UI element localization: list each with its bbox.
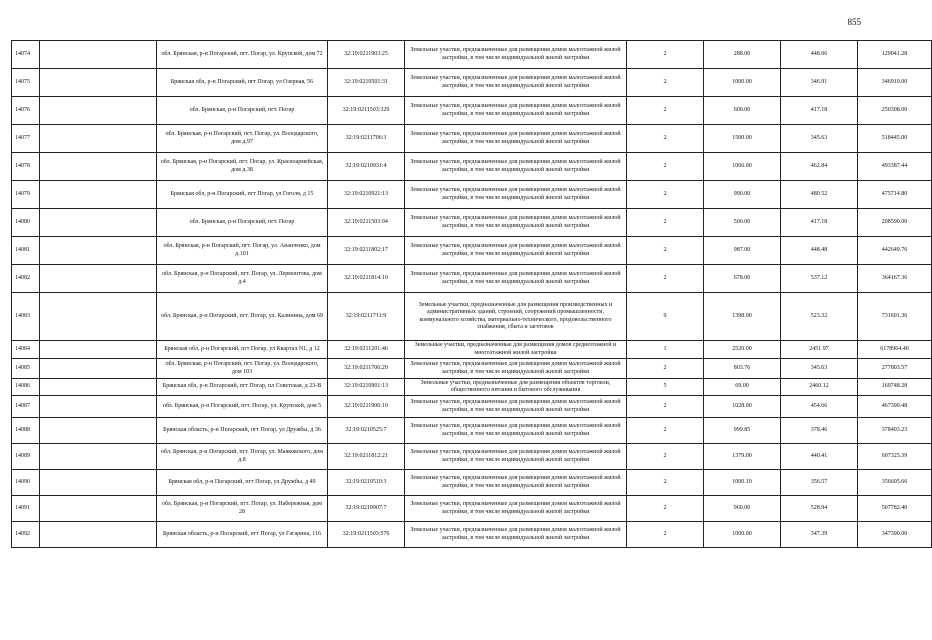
land-use-cell: Земельные участки, предназначенные для размещения домов малоэтажной жилой застройки, в том числе индивидуальной жилой застройки bbox=[405, 496, 627, 522]
cadastral-value-cell: 364167.36 bbox=[858, 265, 932, 293]
empty-cell bbox=[40, 396, 157, 418]
area-cell: 990.00 bbox=[704, 181, 781, 209]
cadastral-value-cell: 356605.66 bbox=[858, 470, 932, 496]
cadastral-number-cell: 32:19:0211503:329 bbox=[328, 97, 405, 125]
table-row bbox=[12, 341, 932, 359]
group-cell: 5 bbox=[627, 379, 704, 396]
empty-cell bbox=[40, 237, 157, 265]
cadastral-value-cell: 129041.28 bbox=[858, 41, 932, 69]
table-row bbox=[12, 396, 932, 418]
table-row bbox=[12, 237, 932, 265]
table-row bbox=[12, 293, 932, 341]
specific-value-cell: 537.12 bbox=[781, 265, 858, 293]
row-number: 14084 bbox=[12, 341, 40, 359]
land-use-cell: Земельные участки, предназначенные для размещения производственных и административных зданий, строений, сооружений промышленности, коммунального хозяйства, материально-технического, продовольственного снабжения, сбыта и заготовок bbox=[405, 293, 627, 341]
row-number: 14079 bbox=[12, 181, 40, 209]
cadastral-number-cell: 32:19:0210501:31 bbox=[328, 69, 405, 97]
table-row bbox=[12, 181, 932, 209]
empty-cell bbox=[40, 444, 157, 470]
address-cell: обл. Брянская, р-н Погарский, пгт. Погар, ул. Набережная, дом 28 bbox=[157, 496, 328, 522]
cadastral-value-cell: 346910.00 bbox=[858, 69, 932, 97]
land-use-cell: Земельные участки, предназначенные для размещения домов малоэтажной жилой застройки, в том числе индивидуальной жилой застройки bbox=[405, 359, 627, 379]
specific-value-cell: 2460.12 bbox=[781, 379, 858, 396]
group-cell: 1 bbox=[627, 341, 704, 359]
area-cell: 500.00 bbox=[704, 209, 781, 237]
row-number: 14089 bbox=[12, 444, 40, 470]
row-number: 14074 bbox=[12, 41, 40, 69]
specific-value-cell: 345.63 bbox=[781, 359, 858, 379]
specific-value-cell: 454.66 bbox=[781, 396, 858, 418]
cadastral-value-cell: 467390.48 bbox=[858, 396, 932, 418]
address-cell: Брянская обл, р-н Погарский, пгт Погар, ул Квартал N1, д 12 bbox=[157, 341, 328, 359]
row-number: 14086 bbox=[12, 379, 40, 396]
cadastral-value-cell: 347390.00 bbox=[858, 522, 932, 548]
empty-cell bbox=[40, 181, 157, 209]
specific-value-cell: 417.18 bbox=[781, 209, 858, 237]
land-use-cell: Земельные участки, предназначенные для размещения домов малоэтажной жилой застройки, в том числе индивидуальной жилой застройки bbox=[405, 418, 627, 444]
specific-value-cell: 356.57 bbox=[781, 470, 858, 496]
group-cell: 2 bbox=[627, 237, 704, 265]
row-number: 14083 bbox=[12, 293, 40, 341]
land-use-cell: Земельные участки, предназначенные для размещения домов малоэтажной жилой застройки, в том числе индивидуальной жилой застройки bbox=[405, 125, 627, 153]
land-use-cell: Земельные участки, предназначенные для размещения объектов торговли, общественного питания и бытового обслуживания bbox=[405, 379, 627, 396]
specific-value-cell: 523.32 bbox=[781, 293, 858, 341]
table-row bbox=[12, 444, 932, 470]
land-use-cell: Земельные участки, предназначенные для размещения домов малоэтажной жилой застройки, в том числе индивидуальной жилой застройки bbox=[405, 97, 627, 125]
address-cell: обл. Брянская, р-н Погарский, пгт. Погар, ул. Володарского, дом д.97 bbox=[157, 125, 328, 153]
land-use-cell: Земельные участки, предназначенные для размещения домов малоэтажной жилой застройки, в том числе индивидуальной жилой застройки bbox=[405, 444, 627, 470]
address-cell: обл. Брянская, р-н Погарский, пгт. Погар, ул. Крупской, дом 5 bbox=[157, 396, 328, 418]
table-body bbox=[12, 41, 932, 548]
cadastral-number-cell: 32:19:0210931:4 bbox=[328, 153, 405, 181]
specific-value-cell: 528.94 bbox=[781, 496, 858, 522]
specific-value-cell: 346.91 bbox=[781, 69, 858, 97]
cadastral-value-cell: 378403.23 bbox=[858, 418, 932, 444]
area-cell: 1000.00 bbox=[704, 522, 781, 548]
row-number: 14076 bbox=[12, 97, 40, 125]
cadastral-value-cell: 250308.00 bbox=[858, 97, 932, 125]
table-row bbox=[12, 418, 932, 444]
cadastral-value-cell: 475714.80 bbox=[858, 181, 932, 209]
group-cell: 2 bbox=[627, 396, 704, 418]
cadastral-value-cell: 277803.57 bbox=[858, 359, 932, 379]
cadastral-number-cell: 32:19:0211201:46 bbox=[328, 341, 405, 359]
empty-cell bbox=[40, 153, 157, 181]
row-number: 14088 bbox=[12, 418, 40, 444]
specific-value-cell: 440.41 bbox=[781, 444, 858, 470]
area-cell: 2520.00 bbox=[704, 341, 781, 359]
specific-value-cell: 462.84 bbox=[781, 153, 858, 181]
cadastral-number-cell: 32:19:0210901:13 bbox=[328, 379, 405, 396]
table-row bbox=[12, 209, 932, 237]
row-number: 14077 bbox=[12, 125, 40, 153]
cadastral-number-cell: 32:19:0211814:10 bbox=[328, 265, 405, 293]
group-cell: 2 bbox=[627, 181, 704, 209]
area-cell: 1398.00 bbox=[704, 293, 781, 341]
cadastral-number-cell: 32:19:0211802:17 bbox=[328, 237, 405, 265]
row-number: 14075 bbox=[12, 69, 40, 97]
cadastral-number-cell: 32:19:0211706:3 bbox=[328, 125, 405, 153]
table-row bbox=[12, 69, 932, 97]
group-cell: 2 bbox=[627, 69, 704, 97]
area-cell: 1028.00 bbox=[704, 396, 781, 418]
group-cell: 2 bbox=[627, 444, 704, 470]
address-cell: обл. Брянская, р-н Погарский, пгт. Погар bbox=[157, 209, 328, 237]
cadastral-value-cell: 493387.44 bbox=[858, 153, 932, 181]
group-cell: 2 bbox=[627, 41, 704, 69]
address-cell: Брянская обл, р-н Погарский, пгт Погар, ул Озерная, 56 bbox=[157, 69, 328, 97]
area-cell: 1500.00 bbox=[704, 125, 781, 153]
cadastral-number-cell: 32:19:0211903:25 bbox=[328, 41, 405, 69]
cadastral-number-cell: 32:19:0210525:7 bbox=[328, 418, 405, 444]
land-use-cell: Земельные участки, предназначенные для размещения домов малоэтажной жилой застройки, в том числе индивидуальной жилой застройки bbox=[405, 265, 627, 293]
address-cell: обл. Брянская, р-н Погарский, пгт. Погар, ул. Ананченко, дом д.101 bbox=[157, 237, 328, 265]
land-use-cell: Земельные участки, предназначенные для размещения домов малоэтажной жилой застройки, в том числе индивидуальной жилой застройки bbox=[405, 69, 627, 97]
cadastral-number-cell: 32:19:0210921:13 bbox=[328, 181, 405, 209]
address-cell: Брянская область, р-н Погарский, пгт Погар, ул Дружбы, д 36 bbox=[157, 418, 328, 444]
table-row bbox=[12, 153, 932, 181]
area-cell: 600.00 bbox=[704, 97, 781, 125]
address-cell: Брянская обл, р-н Погарский, пгт Погар, ул Дружбы, д 49 bbox=[157, 470, 328, 496]
specific-value-cell: 480.52 bbox=[781, 181, 858, 209]
table-row bbox=[12, 496, 932, 522]
area-cell: 678.00 bbox=[704, 265, 781, 293]
specific-value-cell: 2451.97 bbox=[781, 341, 858, 359]
area-cell: 69.00 bbox=[704, 379, 781, 396]
cadastral-value-cell: 169748.28 bbox=[858, 379, 932, 396]
cadastral-value-cell: 607325.39 bbox=[858, 444, 932, 470]
group-cell: 2 bbox=[627, 359, 704, 379]
area-cell: 288.00 bbox=[704, 41, 781, 69]
group-cell: 2 bbox=[627, 125, 704, 153]
empty-cell bbox=[40, 125, 157, 153]
table-row bbox=[12, 41, 932, 69]
row-number: 14085 bbox=[12, 359, 40, 379]
area-cell: 1000.00 bbox=[704, 69, 781, 97]
specific-value-cell: 448.06 bbox=[781, 41, 858, 69]
address-cell: обл. Брянская, р-н Погарский, пгт. Погар, ул. Крупской, дом 72 bbox=[157, 41, 328, 69]
row-number: 14091 bbox=[12, 496, 40, 522]
table-row bbox=[12, 125, 932, 153]
area-cell: 960.00 bbox=[704, 496, 781, 522]
specific-value-cell: 378.46 bbox=[781, 418, 858, 444]
row-number: 14081 bbox=[12, 237, 40, 265]
specific-value-cell: 347.39 bbox=[781, 522, 858, 548]
empty-cell bbox=[40, 341, 157, 359]
cadastral-number-cell: 32:19:0211812:21 bbox=[328, 444, 405, 470]
cadastral-value-table bbox=[11, 40, 932, 548]
empty-cell bbox=[40, 470, 157, 496]
table-row bbox=[12, 470, 932, 496]
group-cell: 9 bbox=[627, 293, 704, 341]
area-cell: 1066.00 bbox=[704, 153, 781, 181]
specific-value-cell: 417.18 bbox=[781, 97, 858, 125]
row-number: 14087 bbox=[12, 396, 40, 418]
cadastral-number-cell: 32:19:0210907:7 bbox=[328, 496, 405, 522]
land-use-cell: Земельные участки, предназначенные для размещения домов малоэтажной жилой застройки, в том числе индивидуальной жилой застройки bbox=[405, 522, 627, 548]
land-use-cell: Земельные участки, предназначенные для размещения домов малоэтажной жилой застройки, в том числе индивидуальной жилой застройки bbox=[405, 396, 627, 418]
group-cell: 2 bbox=[627, 209, 704, 237]
group-cell: 2 bbox=[627, 97, 704, 125]
address-cell: обл. Брянская, р-н Погарский, пгт. Погар, ул. Калинина, дом 69 bbox=[157, 293, 328, 341]
group-cell: 2 bbox=[627, 522, 704, 548]
group-cell: 2 bbox=[627, 153, 704, 181]
empty-cell bbox=[40, 97, 157, 125]
area-cell: 999.85 bbox=[704, 418, 781, 444]
table-row bbox=[12, 359, 932, 379]
area-cell: 1000.10 bbox=[704, 470, 781, 496]
address-cell: обл. Брянская, р-н Погарский, пгт. Погар, ул. Маяковского, дом д.8 bbox=[157, 444, 328, 470]
table-row bbox=[12, 97, 932, 125]
cadastral-number-cell: 32:19:0211706:20 bbox=[328, 359, 405, 379]
table-row bbox=[12, 379, 932, 396]
address-cell: Брянская обл, р-н Погарский, пгт Погар, ул Гоголя, д 15 bbox=[157, 181, 328, 209]
address-cell: обл. Брянская, р-н Погарский, пгт. Погар, ул. Лермонтова, дом д.4 bbox=[157, 265, 328, 293]
land-use-cell: Земельные участки, предназначенные для размещения домов малоэтажной жилой застройки, в том числе индивидуальной жилой застройки bbox=[405, 209, 627, 237]
empty-cell bbox=[40, 293, 157, 341]
address-cell: Брянская область, р-н Погарский, пгт Погар, ул Гагарина, 116 bbox=[157, 522, 328, 548]
row-number: 14090 bbox=[12, 470, 40, 496]
table-row bbox=[12, 265, 932, 293]
row-number: 14082 bbox=[12, 265, 40, 293]
empty-cell bbox=[40, 69, 157, 97]
specific-value-cell: 448.48 bbox=[781, 237, 858, 265]
land-use-cell: Земельные участки, предназначенные для размещения домов малоэтажной жилой застройки, в том числе индивидуальной жилой застройки bbox=[405, 153, 627, 181]
empty-cell bbox=[40, 209, 157, 237]
cadastral-number-cell: 32:19:0211906:10 bbox=[328, 396, 405, 418]
address-cell: обл. Брянская, р-н Погарский, пгт. Погар, ул. Красноармейская, дом д.38 bbox=[157, 153, 328, 181]
land-use-cell: Земельные участки, предназначенные для размещения домов малоэтажной жилой застройки, в том числе индивидуальной жилой застройки bbox=[405, 237, 627, 265]
row-number: 14092 bbox=[12, 522, 40, 548]
group-cell: 2 bbox=[627, 418, 704, 444]
empty-cell bbox=[40, 359, 157, 379]
group-cell: 2 bbox=[627, 470, 704, 496]
area-cell: 987.00 bbox=[704, 237, 781, 265]
group-cell: 2 bbox=[627, 265, 704, 293]
area-cell: 803.76 bbox=[704, 359, 781, 379]
empty-cell bbox=[40, 379, 157, 396]
empty-cell bbox=[40, 496, 157, 522]
group-cell: 2 bbox=[627, 496, 704, 522]
land-use-cell: Земельные участки, предназначенные для размещения домов малоэтажной жилой застройки, в том числе индивидуальной жилой застройки bbox=[405, 470, 627, 496]
specific-value-cell: 345.63 bbox=[781, 125, 858, 153]
empty-cell bbox=[40, 522, 157, 548]
cadastral-value-cell: 731601.36 bbox=[858, 293, 932, 341]
land-use-cell: Земельные участки, предназначенные для размещения домов малоэтажной жилой застройки, в том числе индивидуальной жилой застройки bbox=[405, 41, 627, 69]
land-use-cell: Земельные участки, предназначенные для размещения домов среднеэтажной и многоэтажной жилой застройки bbox=[405, 341, 627, 359]
cadastral-value-cell: 518445.00 bbox=[858, 125, 932, 153]
cadastral-value-cell: 6178964.40 bbox=[858, 341, 932, 359]
cadastral-number-cell: 32:19:0211503:94 bbox=[328, 209, 405, 237]
land-use-cell: Земельные участки, предназначенные для размещения домов малоэтажной жилой застройки, в том числе индивидуальной жилой застройки bbox=[405, 181, 627, 209]
empty-cell bbox=[40, 41, 157, 69]
address-cell: Брянская обл, р-н Погарский, пгт Погар, пл Советская, д 23-В bbox=[157, 379, 328, 396]
cadastral-number-cell: 32:19:0211503:576 bbox=[328, 522, 405, 548]
table-row bbox=[12, 522, 932, 548]
row-number: 14080 bbox=[12, 209, 40, 237]
cadastral-value-cell: 208590.00 bbox=[858, 209, 932, 237]
page-number: 855 bbox=[847, 17, 861, 27]
cadastral-number-cell: 32:19:0211711:9 bbox=[328, 293, 405, 341]
cadastral-value-cell: 442649.76 bbox=[858, 237, 932, 265]
cadastral-number-cell: 32:19:0210510:3 bbox=[328, 470, 405, 496]
empty-cell bbox=[40, 418, 157, 444]
row-number: 14078 bbox=[12, 153, 40, 181]
address-cell: обл. Брянская, р-н Погарский, пгт. Погар, ул. Володарского, дом 103 bbox=[157, 359, 328, 379]
area-cell: 1379.00 bbox=[704, 444, 781, 470]
cadastral-value-cell: 507782.40 bbox=[858, 496, 932, 522]
empty-cell bbox=[40, 265, 157, 293]
address-cell: обл. Брянская, р-н Погарский, пгт. Погар bbox=[157, 97, 328, 125]
